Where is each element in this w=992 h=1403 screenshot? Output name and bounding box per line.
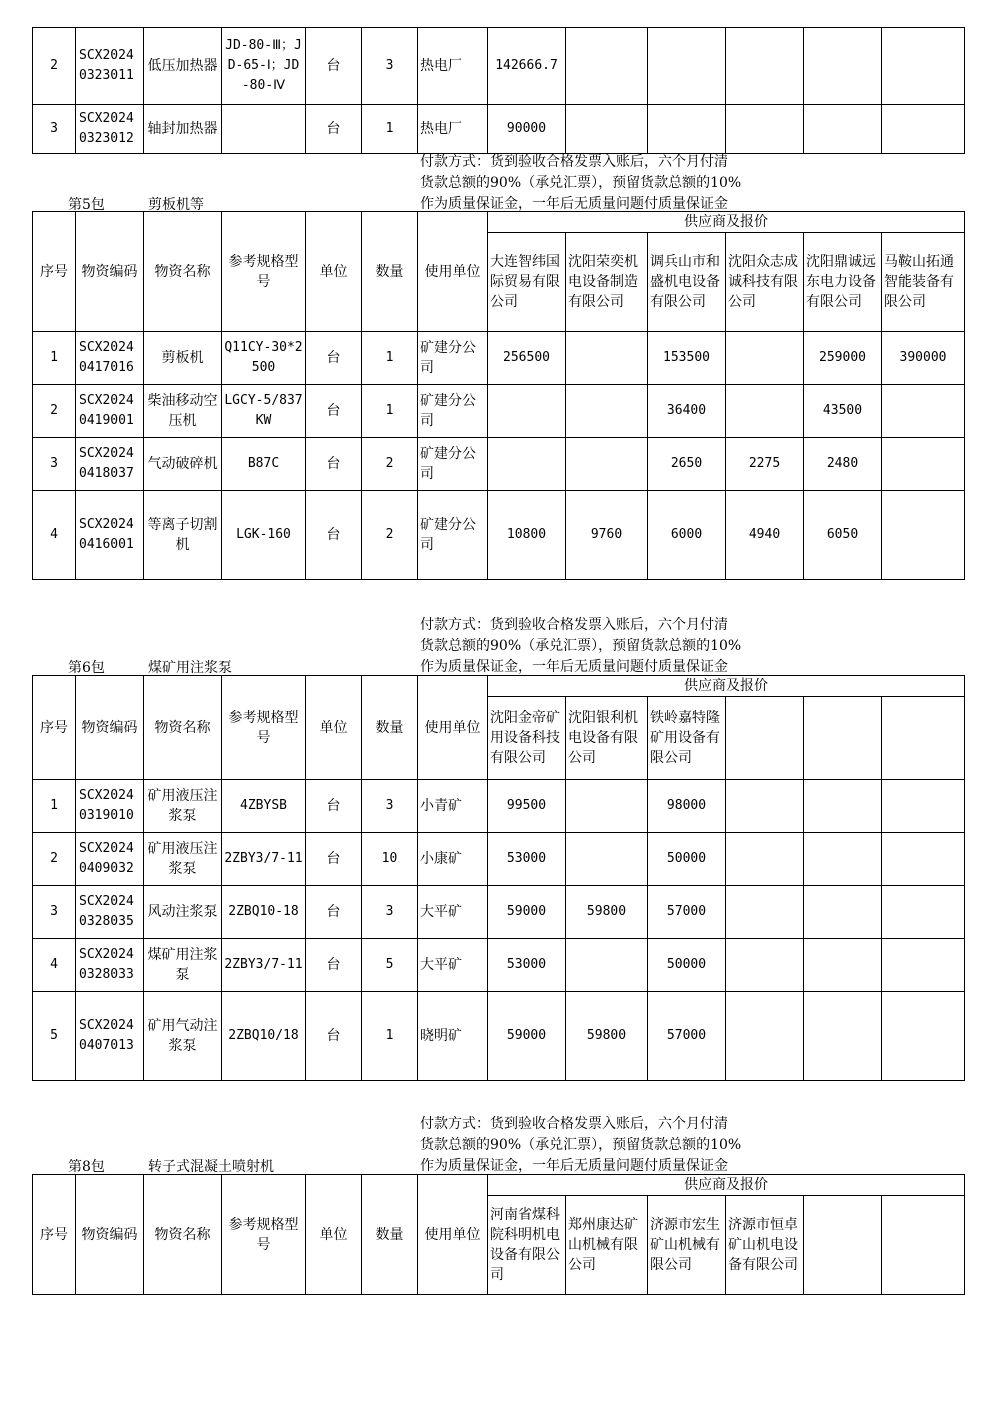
supplier-name	[804, 697, 882, 780]
header-row-number: 序号	[33, 1175, 76, 1295]
row-number: 1	[33, 332, 76, 385]
supplier-price: 259000	[804, 332, 882, 385]
header-quantity: 数量	[362, 212, 418, 332]
package-label-8: 第8包	[68, 1159, 105, 1175]
header-unit: 单位	[306, 676, 362, 780]
supplier-name: 沈阳荣奕机电设备制造有限公司	[566, 233, 648, 332]
spec-model	[222, 332, 306, 385]
payment-terms-5: 付款方式：货到验收合格发票入账后，六个月付清 货款总额的90%（承兑汇票），预留货款总额的10% 作为质量保证金，一年后无质量问题付质量保证金	[420, 154, 742, 212]
spec-model-text: LGK-160	[236, 527, 291, 542]
row-number: 5	[33, 992, 76, 1081]
using-department: 矿建分公司	[418, 385, 488, 438]
supplier-name	[882, 697, 965, 780]
spec-model	[222, 28, 306, 105]
quantity: 5	[362, 939, 418, 992]
package-title-8: 转子式混凝土喷射机	[148, 1159, 274, 1175]
material-name: 风动注浆泵	[144, 886, 222, 939]
row-number: 3	[33, 105, 76, 154]
supplier-price	[726, 992, 804, 1081]
using-department: 大平矿	[418, 886, 488, 939]
material-code: SCX20240416001	[76, 491, 144, 580]
row-number: 3	[33, 886, 76, 939]
supplier-price	[566, 939, 648, 992]
using-department: 矿建分公司	[418, 438, 488, 491]
unit: 台	[306, 992, 362, 1081]
material-code: SCX20240418037	[76, 438, 144, 491]
supplier-name: 调兵山市和盛机电设备有限公司	[648, 233, 726, 332]
using-department: 矿建分公司	[418, 491, 488, 580]
spec-model	[222, 992, 306, 1081]
row-number: 1	[33, 780, 76, 833]
header-suppliers-group: 供应商及报价	[488, 676, 965, 697]
payment-terms-8: 付款方式：货到验收合格发票入账后，六个月付清 货款总额的90%（承兑汇票），预留货款总额的10% 作为质量保证金，一年后无质量问题付质量保证金	[420, 1116, 742, 1174]
table-row	[33, 939, 965, 992]
spec-model-text: Q11CY-30*2500	[224, 340, 303, 375]
supplier-price	[726, 385, 804, 438]
row-number: 2	[33, 833, 76, 886]
supplier-name: 河南省煤科院科明机电设备有限公司	[488, 1196, 566, 1295]
supplier-price: 4940	[726, 491, 804, 580]
material-name: 等离子切割机	[144, 491, 222, 580]
supplier-name	[726, 697, 804, 780]
supplier-price	[882, 105, 965, 154]
spec-model-text: B87C	[247, 456, 280, 471]
unit: 台	[306, 491, 362, 580]
supplier-price	[804, 28, 882, 105]
supplier-name: 沈阳银利机电设备有限公司	[566, 697, 648, 780]
supplier-price	[726, 886, 804, 939]
supplier-price: 10800	[488, 491, 566, 580]
header-spec-model: 参考规格型号	[222, 212, 306, 332]
supplier-price	[882, 833, 965, 886]
supplier-price	[566, 332, 648, 385]
supplier-price	[882, 780, 965, 833]
row-number: 4	[33, 939, 76, 992]
supplier-price: 90000	[488, 105, 566, 154]
supplier-price	[726, 332, 804, 385]
row-number: 4	[33, 491, 76, 580]
spec-model	[222, 886, 306, 939]
supplier-name: 马鞍山拓通智能装备有限公司	[882, 233, 965, 332]
supplier-price	[648, 105, 726, 154]
supplier-name: 沈阳众志成诚科技有限公司	[726, 233, 804, 332]
header-material-name: 物资名称	[144, 676, 222, 780]
spec-model-text: 4ZBYSB	[240, 798, 287, 813]
header-row-number: 序号	[33, 676, 76, 780]
package-8-table	[32, 1174, 965, 1295]
supplier-price	[566, 780, 648, 833]
material-name: 剪板机	[144, 332, 222, 385]
header-material-code: 物资编码	[76, 212, 144, 332]
supplier-name: 郑州康达矿山机械有限公司	[566, 1196, 648, 1295]
quantity: 1	[362, 385, 418, 438]
spec-model	[222, 385, 306, 438]
supplier-price: 53000	[488, 939, 566, 992]
header-quantity: 数量	[362, 1175, 418, 1295]
header-material-code: 物资编码	[76, 1175, 144, 1295]
supplier-price	[488, 385, 566, 438]
supplier-name: 济源市恒卓矿山机电设备有限公司	[726, 1196, 804, 1295]
supplier-name	[804, 1196, 882, 1295]
supplier-price: 59800	[566, 886, 648, 939]
spec-model-text: LGCY-5/837KW	[224, 393, 303, 428]
package-5-table	[32, 211, 965, 580]
supplier-price	[804, 833, 882, 886]
using-department: 热电厂	[418, 105, 488, 154]
using-department: 小青矿	[418, 780, 488, 833]
quantity: 3	[362, 780, 418, 833]
supplier-price: 59800	[566, 992, 648, 1081]
supplier-price: 98000	[648, 780, 726, 833]
spec-model-text: 2ZBQ10-18	[228, 904, 299, 919]
supplier-price	[726, 28, 804, 105]
header-quantity: 数量	[362, 676, 418, 780]
table-row	[33, 105, 965, 154]
header-spec-model: 参考规格型号	[222, 1175, 306, 1295]
supplier-price: 57000	[648, 886, 726, 939]
material-code: SCX20240409032	[76, 833, 144, 886]
supplier-name: 济源市宏生矿山机械有限公司	[648, 1196, 726, 1295]
material-name: 低压加热器	[144, 28, 222, 105]
unit: 台	[306, 105, 362, 154]
header-unit: 单位	[306, 1175, 362, 1295]
using-department: 晓明矿	[418, 992, 488, 1081]
quantity: 3	[362, 886, 418, 939]
table-row	[33, 833, 965, 886]
supplier-name: 大连智纬国际贸易有限公司	[488, 233, 566, 332]
top-continuation-table	[32, 27, 965, 154]
material-code: SCX20240419001	[76, 385, 144, 438]
supplier-price	[804, 780, 882, 833]
supplier-price: 50000	[648, 833, 726, 886]
spec-model-text: 2ZBQ10/18	[228, 1028, 299, 1043]
unit: 台	[306, 385, 362, 438]
package-table-body	[33, 676, 965, 1081]
table-row	[33, 491, 965, 580]
supplier-price: 9760	[566, 491, 648, 580]
supplier-price: 43500	[804, 385, 882, 438]
spec-model	[222, 105, 306, 154]
header-material-code: 物资编码	[76, 676, 144, 780]
supplier-name: 铁岭嘉特隆矿用设备有限公司	[648, 697, 726, 780]
package-table-body	[33, 1175, 965, 1295]
supplier-price	[726, 939, 804, 992]
supplier-price	[882, 491, 965, 580]
quantity: 3	[362, 28, 418, 105]
material-name: 柴油移动空压机	[144, 385, 222, 438]
material-code: SCX20240328035	[76, 886, 144, 939]
header-spec-model: 参考规格型号	[222, 676, 306, 780]
using-department: 热电厂	[418, 28, 488, 105]
supplier-price: 6050	[804, 491, 882, 580]
supplier-price: 99500	[488, 780, 566, 833]
table-row	[33, 780, 965, 833]
unit: 台	[306, 886, 362, 939]
supplier-price: 2650	[648, 438, 726, 491]
supplier-price	[726, 833, 804, 886]
quantity: 10	[362, 833, 418, 886]
supplier-price: 57000	[648, 992, 726, 1081]
supplier-price: 153500	[648, 332, 726, 385]
table-row	[33, 992, 965, 1081]
material-code: SCX20240323012	[76, 105, 144, 154]
supplier-price	[566, 105, 648, 154]
table-row	[33, 28, 965, 105]
supplier-price	[804, 886, 882, 939]
spec-model	[222, 491, 306, 580]
header-material-name: 物资名称	[144, 212, 222, 332]
package-title-5: 剪板机等	[148, 197, 204, 213]
material-name: 煤矿用注浆泵	[144, 939, 222, 992]
supplier-price	[882, 438, 965, 491]
supplier-price: 142666.7	[488, 28, 566, 105]
material-name: 矿用气动注浆泵	[144, 992, 222, 1081]
material-name: 轴封加热器	[144, 105, 222, 154]
unit: 台	[306, 939, 362, 992]
top-table-body	[33, 28, 965, 154]
supplier-price: 2275	[726, 438, 804, 491]
spec-model-text: JD-80-Ⅲ；JD-65-Ⅰ；JD-80-Ⅳ	[225, 38, 302, 93]
header-row	[33, 212, 965, 233]
supplier-price	[648, 28, 726, 105]
material-code: SCX20240407013	[76, 992, 144, 1081]
supplier-price: 50000	[648, 939, 726, 992]
supplier-price	[726, 105, 804, 154]
supplier-price: 59000	[488, 992, 566, 1081]
supplier-name	[882, 1196, 965, 1295]
supplier-price: 36400	[648, 385, 726, 438]
supplier-price	[566, 385, 648, 438]
row-number: 2	[33, 28, 76, 105]
header-row	[33, 1175, 965, 1196]
quantity: 2	[362, 438, 418, 491]
spec-model-text: 2ZBY3/7-11	[224, 957, 303, 972]
header-row-number: 序号	[33, 212, 76, 332]
supplier-price	[804, 105, 882, 154]
header-material-name: 物资名称	[144, 1175, 222, 1295]
unit: 台	[306, 28, 362, 105]
supplier-price: 390000	[882, 332, 965, 385]
header-suppliers-group: 供应商及报价	[488, 212, 965, 233]
package-table-body	[33, 212, 965, 580]
material-name: 矿用液压注浆泵	[144, 780, 222, 833]
material-code: SCX20240417016	[76, 332, 144, 385]
unit: 台	[306, 780, 362, 833]
header-row	[33, 676, 965, 697]
spec-model	[222, 939, 306, 992]
supplier-price	[566, 438, 648, 491]
supplier-price	[882, 886, 965, 939]
supplier-price: 6000	[648, 491, 726, 580]
supplier-name: 沈阳鼎诚远东电力设备有限公司	[804, 233, 882, 332]
supplier-price	[566, 28, 648, 105]
supplier-price	[804, 992, 882, 1081]
spec-model	[222, 438, 306, 491]
supplier-name: 沈阳金帝矿用设备科技有限公司	[488, 697, 566, 780]
supplier-price: 59000	[488, 886, 566, 939]
row-number: 2	[33, 385, 76, 438]
using-department: 矿建分公司	[418, 332, 488, 385]
package-label-5: 第5包	[68, 197, 105, 213]
supplier-price	[882, 939, 965, 992]
material-code: SCX20240319010	[76, 780, 144, 833]
supplier-price	[882, 992, 965, 1081]
supplier-price	[882, 28, 965, 105]
supplier-price	[882, 385, 965, 438]
quantity: 1	[362, 332, 418, 385]
unit: 台	[306, 332, 362, 385]
table-row	[33, 438, 965, 491]
table-row	[33, 332, 965, 385]
using-department: 小康矿	[418, 833, 488, 886]
row-number: 3	[33, 438, 76, 491]
supplier-price	[726, 780, 804, 833]
material-code: SCX20240323011	[76, 28, 144, 105]
header-unit: 单位	[306, 212, 362, 332]
supplier-price	[488, 438, 566, 491]
spec-model	[222, 833, 306, 886]
material-code: SCX20240328033	[76, 939, 144, 992]
unit: 台	[306, 833, 362, 886]
supplier-price	[566, 833, 648, 886]
quantity: 2	[362, 491, 418, 580]
package-label-6: 第6包	[68, 660, 105, 676]
using-department: 大平矿	[418, 939, 488, 992]
supplier-price	[804, 939, 882, 992]
header-suppliers-group: 供应商及报价	[488, 1175, 965, 1196]
table-row	[33, 385, 965, 438]
spec-model-text: 2ZBY3/7-11	[224, 851, 303, 866]
quantity: 1	[362, 992, 418, 1081]
material-name: 气动破碎机	[144, 438, 222, 491]
supplier-price: 53000	[488, 833, 566, 886]
material-name: 矿用液压注浆泵	[144, 833, 222, 886]
header-using-department: 使用单位	[418, 1175, 488, 1295]
package-6-table	[32, 675, 965, 1081]
table-row	[33, 886, 965, 939]
supplier-price: 2480	[804, 438, 882, 491]
supplier-price: 256500	[488, 332, 566, 385]
quantity: 1	[362, 105, 418, 154]
package-title-6: 煤矿用注浆泵	[148, 660, 232, 676]
payment-terms-6: 付款方式：货到验收合格发票入账后，六个月付清 货款总额的90%（承兑汇票），预留货款总额的10% 作为质量保证金，一年后无质量问题付质量保证金	[420, 617, 742, 675]
unit: 台	[306, 438, 362, 491]
spec-model	[222, 780, 306, 833]
header-using-department: 使用单位	[418, 676, 488, 780]
header-using-department: 使用单位	[418, 212, 488, 332]
